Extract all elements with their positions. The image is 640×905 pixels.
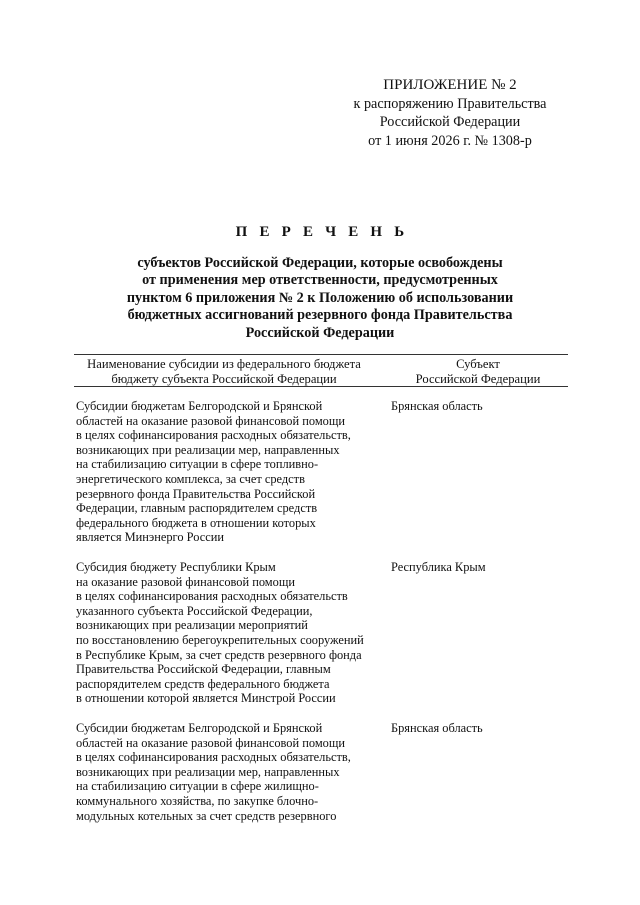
- subsidy-line: возникающих при реализации мер, направленных: [76, 442, 340, 457]
- subsidy-line: Субсидии бюджетам Белгородской и Брянской: [76, 399, 323, 413]
- header-line: бюджету субъекта Российской Федерации: [111, 371, 337, 386]
- subtitle-line: субъектов Российской Федерации, которые освобождены: [137, 255, 503, 271]
- subsidy-line: резервного фонда Правительства Российской: [76, 486, 316, 501]
- subsidy-line: в целях софинансирования расходных обязательств,: [76, 428, 351, 443]
- document-title: П Е Р Е Ч Е Н Ь: [235, 224, 409, 240]
- subsidy-line: в Республике Крым, за счет средств резервного фонда: [76, 647, 362, 662]
- table-header: [74, 354, 568, 387]
- subsidy-line: модульных котельных за счет средств резервного: [76, 808, 337, 823]
- appendix-block: [340, 76, 560, 150]
- subsidy-line: по восстановлению берегоукрепительных сооружений: [76, 632, 364, 647]
- appendix-ref-line: Российской Федерации: [379, 114, 521, 130]
- subject-cell: Брянская область: [391, 721, 483, 735]
- column-header-subsidy: [74, 357, 374, 386]
- subject-cell: Брянская область: [391, 399, 483, 413]
- subtitle-line: от применения мер ответственности, предусмотренных: [142, 272, 498, 289]
- subsidy-line: коммунального хозяйства, по закупке блочно-: [76, 793, 319, 808]
- column-header-subject: [388, 357, 568, 386]
- subsidy-cell: [76, 399, 386, 545]
- subsidy-line: областей на оказание разовой финансовой помощи: [76, 735, 346, 750]
- subsidy-line: в целях софинансирования расходных обязательств: [76, 589, 348, 604]
- subsidy-line: на оказание разовой финансовой помощи: [76, 574, 296, 589]
- subtitle-line: бюджетных ассигнований резервного фонда Правительства: [127, 307, 513, 324]
- subsidy-line: в отношении которой является Минстрой России: [76, 691, 336, 706]
- subsidy-cell: [76, 721, 386, 823]
- subsidy-line: возникающих при реализации мероприятий: [76, 618, 308, 633]
- appendix-date-number: от 1 июня 2026 г. № 1308-р: [368, 132, 532, 149]
- subsidy-line: распорядителем средств федерального бюджета: [76, 676, 330, 691]
- header-line: Субъект: [456, 357, 500, 371]
- subsidy-line: указанного субъекта Российской Федерации,: [76, 603, 313, 618]
- subsidy-line: Правительства Российской Федерации, главным: [76, 662, 331, 677]
- subsidy-line: федерального бюджета в отношении которых: [76, 515, 316, 530]
- subtitle-line: пунктом 6 приложения № 2 к Положению об использовании: [126, 289, 514, 306]
- subsidy-line: Субсидии бюджетам Белгородской и Брянской: [76, 721, 323, 735]
- subsidy-line: областей на оказание разовой финансовой помощи: [76, 413, 346, 428]
- subsidy-line: в целях софинансирования расходных обязательств,: [76, 750, 351, 765]
- subject-cell: Республика Крым: [391, 560, 486, 574]
- subsidy-line: возникающих при реализации мер, направленных: [76, 764, 340, 779]
- subsidy-line: на стабилизацию ситуации в сфере топливно-: [76, 457, 319, 472]
- subsidy-line: Федерации, главным распорядителем средств: [76, 501, 318, 516]
- subsidy-line: на стабилизацию ситуации в сфере жилищно-: [76, 779, 319, 794]
- subsidy-line: энергетического комплекса, за счет средств: [76, 471, 305, 486]
- subsidy-line: Субсидия бюджету Республики Крым: [76, 560, 276, 574]
- document-subtitle: [90, 255, 550, 342]
- header-line: Наименование субсидии из федерального бюджета: [87, 357, 361, 371]
- header-line: Российской Федерации: [415, 371, 541, 386]
- document-heading: [0, 224, 640, 342]
- subtitle-line: Российской Федерации: [245, 324, 395, 341]
- subsidy-cell: [76, 560, 386, 706]
- appendix-ref-line: к распоряжению Правительства: [353, 95, 547, 112]
- appendix-number: ПРИЛОЖЕНИЕ № 2: [383, 77, 517, 93]
- subsidy-table: [74, 354, 568, 823]
- subsidy-line: является Минэнерго России: [76, 530, 224, 545]
